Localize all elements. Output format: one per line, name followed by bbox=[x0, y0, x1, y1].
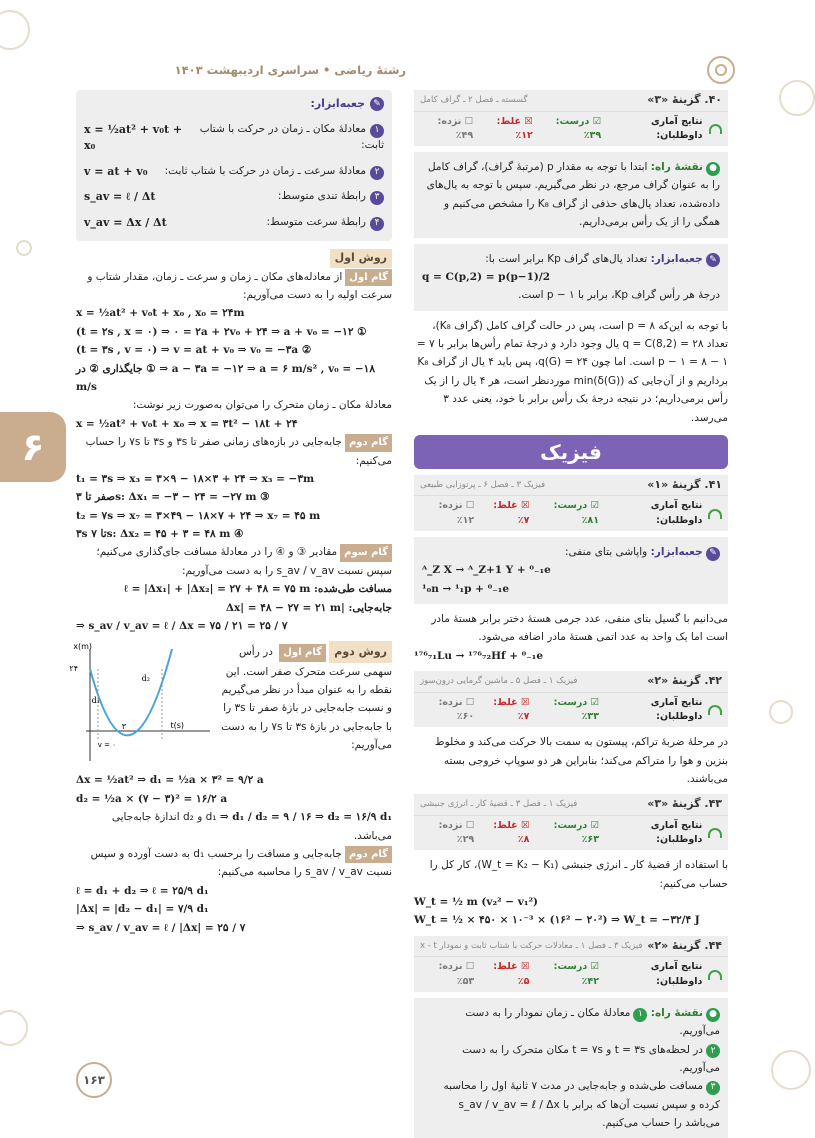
decorative-ring bbox=[0, 1010, 28, 1046]
roadmap-box: ●نقشهٔ راه: ابتدا با توجه به مقدار p (مرتبهٔ گراف)، گراف کامل را به عنوان گراف مرجع، در نظر می‌گیریم. سپس با توجه به یال‌های داده‌شده، تعداد یال‌های حذفی از گراف K₈ را مشخص می‌کنیم و همگی را از یک رأس برمی‌داریم. bbox=[414, 152, 728, 238]
stats-row: نتایج آماری داوطلبان: ☑ درست: ۳۳٪ ☒ غلط: ۷٪ ☐ نزده: ۶۰٪ bbox=[414, 693, 728, 728]
answer-header-42 bbox=[414, 671, 728, 727]
paragraph: معادلهٔ مکان ـ زمان متحرک را می‌توان به‌صورت زیر نوشت: bbox=[132, 399, 392, 412]
equation: ¹⁷⁶₇₁Lu → ¹⁷⁶₇₂Hf + ⁰₋₁e bbox=[414, 649, 544, 662]
wrench-icon: ✎ bbox=[370, 97, 384, 111]
step-number: ۲ bbox=[706, 1044, 720, 1058]
chapter-tab: ۶ bbox=[0, 412, 66, 482]
answer-title: ۴۱. گزینهٔ «۱» bbox=[647, 477, 722, 491]
blank-stat: ☐ نزده: ۲۹٪ bbox=[438, 819, 475, 845]
item-number: ۴ bbox=[370, 217, 384, 231]
equation: ⇒ s_av / v_av = ℓ / Δx = ۷۵ / ۲۱ = ۲۵ / ۷ bbox=[76, 620, 288, 632]
x-axis-label: t(s) bbox=[170, 721, 184, 731]
blank-stat: ☐ نزده: ۴۹٪ bbox=[437, 115, 474, 141]
step-tag: گام سوم bbox=[340, 544, 392, 562]
location-pin-icon: ● bbox=[706, 162, 720, 176]
wrong-stat: ☒ غلط: ۸٪ bbox=[493, 819, 530, 845]
parabola-curve bbox=[90, 649, 172, 735]
equation-note: ⇒ d₁ / d₂ = ۹ / ۱۶ ⇒ d₂ = ۱۶/۹ d₁ d₁ و d₂ اندازهٔ جابه‌جایی می‌باشد. bbox=[111, 811, 392, 842]
blank-stat: ☐ نزده: ۱۲٪ bbox=[438, 500, 475, 526]
topic-label: فیزیک ۳ ـ فصل ۱ ـ معادلات حرکت با شتاب ثابت و نمودار x - t bbox=[420, 940, 643, 951]
physics-section-banner: فیزیک bbox=[414, 435, 728, 469]
correct-stat: ☑ درست: ۳۹٪ bbox=[555, 115, 602, 141]
toolbox-title: جعبه‌ابزار: bbox=[310, 97, 365, 110]
answer-title: ۴۰. گزینهٔ «۳» bbox=[647, 93, 722, 106]
toolbox-formula: x = ½at² + v₀t + x₀ bbox=[84, 122, 183, 152]
equation: |Δx| = |d₂ − d₁| = ۷/۹ d₁ bbox=[76, 903, 209, 916]
roadmap-box-44: ●نقشهٔ راه: ۱معادلهٔ مکان ـ زمان نمودار را به دست می‌آوریم. ۲در لحظه‌های t = ۳s و t = ۷s مکان متحرک را به دست می‌آوریم. ۳مسافت طی‌شده و جابه‌جایی در مدت ۷ ثانیهٔ اول را محاسبه کرده و سپس نسبت آن‌ها که برابر با s_av / v_av = ℓ / Δx می‌باشد را حساب می‌کنیم. bbox=[414, 998, 728, 1138]
equation: جابه‌جایی: |Δx| = ۴۸ − ۲۷ = ۲۱ m bbox=[225, 601, 392, 614]
equation: t₁ = ۳s ⇒ x₃ = ۳×۹ − ۱۸×۳ + ۲۴ ⇒ x₃ = −۳m bbox=[76, 472, 315, 485]
equation: W_t = ½ m (v₂² − v₁²) bbox=[414, 896, 539, 908]
solution-text-43: با استفاده از قضیهٔ کار ـ انرژی جنبشی (W_t = K₂ − K₁)، کار کل را حساب می‌کنیم: bbox=[429, 859, 728, 890]
toolbox-formula: v = at + v₀ bbox=[84, 164, 148, 178]
method-2-block bbox=[69, 641, 392, 771]
topic-label: فیزیک ۱ ـ فصل ۳ ـ قضیهٔ کار ـ انرژی جنبشی bbox=[420, 799, 578, 810]
method-1-heading: روش اول bbox=[330, 249, 392, 268]
answer-title: ۴۴. گزینهٔ «۲» bbox=[647, 938, 722, 952]
vertex-label: v = ۰ bbox=[97, 741, 116, 750]
decorative-ring bbox=[771, 1050, 811, 1090]
step-3-text: گام سوممقادیر ③ و ④ را در معادلهٔ مسافت جای‌گذاری می‌کنیم؛ سپس نسبت s_av / v_av را به دست می‌آوریم: bbox=[96, 546, 392, 577]
toolbox-item-text: رابطهٔ تندی متوسط: bbox=[277, 190, 366, 203]
step-tag: گام دوم bbox=[345, 846, 392, 864]
wrench-icon: ✎ bbox=[706, 547, 720, 561]
toolbox-41: ✎ جعبه‌ابزار: واپاشی بتای منفی: ᴬ_Z X → ᴬ_Z+1 Y + ⁰₋₁e ¹₀n → ¹₁p + ⁰₋₁e bbox=[414, 537, 728, 604]
equation: W_t = ½ × ۴۵۰ × ۱۰⁻³ × (۱۶² − ۲۰²) ⇒ W_t = −۳۲/۴ J bbox=[414, 914, 700, 927]
right-column bbox=[414, 90, 728, 1138]
wrench-icon: ✎ bbox=[706, 253, 720, 267]
item-number: ۱ bbox=[370, 124, 384, 138]
answer-title: ۴۲. گزینهٔ «۲» bbox=[647, 674, 722, 688]
d2-label: d₂ bbox=[141, 674, 150, 684]
wrong-stat: ☒ غلط: ۵٪ bbox=[493, 961, 530, 987]
step-tag: گام دوم bbox=[345, 434, 392, 452]
equation: (t = ۲s , x = ۰) ⇒ ۰ = ۲a + ۲v₀ + ۲۴ ⇒ a + v₀ = −۱۲ ① bbox=[76, 325, 367, 338]
toolbox bbox=[76, 90, 392, 241]
item-number: ۳ bbox=[370, 191, 384, 205]
equation: ℓ = d₁ + d₂ ⇒ ℓ = ۲۵/۹ d₁ bbox=[76, 884, 209, 897]
step-2-text: گام دومجابه‌جایی و مسافت را برحسب d₁ به دست آورده و سپس نسبت s_av / v_av را محاسبه می‌کنیم: bbox=[90, 847, 392, 879]
equation: ⇒ s_av / v_av = ℓ / |Δx| = ۲۵ / ۷ bbox=[76, 921, 246, 934]
decorative-ring bbox=[16, 240, 32, 256]
signal-icon bbox=[708, 509, 722, 519]
correct-stat: ☑ درست: ۴۲٪ bbox=[553, 961, 600, 987]
y-axis-label: x(m) bbox=[73, 642, 92, 652]
stats-row: نتایج آماری داوطلبان: ☑ درست: ۸۱٪ ☒ غلط: ۷٪ ☐ نزده: ۱۲٪ bbox=[414, 496, 728, 531]
stats-row: نتایج آماری داوطلبان: ☑ درست: ۴۲٪ ☒ غلط: ۵٪ ☐ نزده: ۵۳٪ bbox=[414, 957, 728, 992]
topic-label: گسسته ـ فصل ۲ ـ گراف کامل bbox=[420, 94, 528, 105]
answer-title: ۴۳. گزینهٔ «۳» bbox=[647, 797, 722, 811]
step-number: ۱ bbox=[633, 1008, 647, 1022]
toolbox-item bbox=[84, 189, 384, 206]
toolbox-item-text: معادلهٔ مکان ـ زمان در حرکت با شتاب ثابت: bbox=[199, 123, 384, 151]
topic-label: فیزیک ۱ ـ فصل ۵ ـ ماشین گرمایی درون‌سوز bbox=[420, 676, 578, 686]
paragraph: در رأس سهمی سرعت متحرک صفر است. این نقطه را به عنوان مبدأ در نظر می‌گیریم و نسبت جابه‌جایی در بازهٔ صفر تا ۳s را با جابه‌جایی در بازهٔ ۳s تا ۷s را به دست می‌آوریم: bbox=[221, 646, 392, 752]
publisher-logo-icon bbox=[707, 56, 735, 84]
wrong-stat: ☒ غلط: ۷٪ bbox=[493, 500, 530, 526]
wrong-stat: ☒ غلط: ۱۲٪ bbox=[496, 115, 533, 141]
page-number: ۱۶۳ bbox=[76, 1062, 112, 1098]
toolbox-note: درجهٔ هر رأس گراف Kp، برابر با p − ۱ است. bbox=[518, 289, 720, 302]
answer-header-44 bbox=[414, 936, 728, 992]
step-1-text: گام اولاز معادله‌های مکان ـ زمان و سرعت ـ زمان، مقدار شتاب و سرعت اولیه را به دست می‌آوریم: bbox=[87, 270, 392, 301]
wrong-stat: ☒ غلط: ۷٪ bbox=[493, 696, 530, 722]
equation: ¹₀n → ¹₁p + ⁰₋₁e bbox=[422, 582, 510, 595]
toolbox-40: ✎ جعبه‌ابزار: تعداد یال‌های گراف Kp برابر است با: q = C(p,2) = p(p−1)/2 درجهٔ هر رأس گراف Kp، برابر با p − ۱ است. bbox=[414, 244, 728, 311]
method-2-heading: روش دوم bbox=[329, 641, 392, 662]
stats-row: نتایج آماری داوطلبان: ☑ درست: ۳۹٪ ☒ غلط: ۱۲٪ ☐ نزده: ۴۹٪ bbox=[414, 112, 728, 147]
x-tick-label: ۳ bbox=[121, 722, 126, 732]
equation: Δx = ½at² ⇒ d₁ = ½a × ۳² = ۹/۲ a bbox=[76, 774, 264, 787]
signal-icon bbox=[708, 970, 722, 980]
equation: (t = ۳s , v = ۰) ⇒ v = at + v₀ ⇒ v₀ = −۳a ② bbox=[76, 344, 312, 357]
signal-icon bbox=[709, 124, 722, 134]
solution-text-41: می‌دانیم با گسیل بتای منفی، عدد جرمی هستهٔ دختر برابر هستهٔ مادر است اما یک واحد به عدد اتمی هستهٔ مادر اضافه می‌شود. bbox=[431, 613, 728, 644]
correct-stat: ☑ درست: ۶۳٪ bbox=[553, 819, 600, 845]
toolbox-item bbox=[84, 122, 384, 155]
equation: t₂ = ۷s ⇒ x₇ = ۳×۴۹ − ۱۸×۷ + ۲۴ ⇒ x₇ = ۴۵ m bbox=[76, 509, 321, 522]
signal-icon bbox=[708, 705, 722, 715]
answer-header-41 bbox=[414, 475, 728, 531]
toolbox-item-text: رابطهٔ سرعت متوسط: bbox=[266, 215, 366, 228]
toolbox-item bbox=[84, 215, 384, 232]
correct-stat: ☑ درست: ۸۱٪ bbox=[553, 500, 600, 526]
topic-label: فیزیک ۳ ـ فصل ۶ ـ پرتوزایی طبیعی bbox=[420, 479, 546, 490]
correct-stat: ☑ درست: ۳۳٪ bbox=[553, 696, 600, 722]
toolbox-formula: s_av = ℓ / Δt bbox=[84, 190, 156, 203]
d1-label: d₁ bbox=[91, 696, 100, 706]
location-pin-icon: ● bbox=[706, 1008, 720, 1022]
stats-row: نتایج آماری داوطلبان: ☑ درست: ۶۳٪ ☒ غلط: ۸٪ ☐ نزده: ۲۹٪ bbox=[414, 816, 728, 851]
equation: صفر تا ۳s: Δx₁ = −۳ − ۲۴ = −۲۷ m ③ bbox=[76, 491, 270, 504]
answer-header-43 bbox=[414, 794, 728, 850]
blank-stat: ☐ نزده: ۵۳٪ bbox=[438, 961, 475, 987]
toolbox-item bbox=[84, 164, 384, 181]
left-column bbox=[69, 90, 392, 937]
signal-icon bbox=[708, 828, 722, 838]
equation: جایگذاری ② در ① ⇒ a − ۳a = −۱۲ ⇒ a = ۶ m/s² , v₀ = −۱۸ m/s bbox=[76, 362, 375, 393]
blank-stat: ☐ نزده: ۶۰٪ bbox=[438, 696, 475, 722]
toolbox-item-text: معادلهٔ سرعت ـ زمان در حرکت با شتاب ثابت: bbox=[164, 164, 366, 177]
position-time-graph bbox=[69, 641, 216, 771]
decorative-ring bbox=[779, 80, 815, 116]
equation: x = ½at² + v₀t + x₀ , x₀ = ۲۴m bbox=[76, 307, 245, 320]
page-header-title: رشتهٔ ریاضی • سراسری اردیبهشت ۱۴۰۳ bbox=[174, 63, 406, 77]
answer-header-40 bbox=[414, 90, 728, 146]
equation: d₂ = ½a × (۷ − ۳)² = ۱۶/۲ a bbox=[76, 792, 228, 805]
equation: q = C(p,2) = p(p−1)/2 bbox=[422, 270, 551, 283]
equation: ᴬ_Z X → ᴬ_Z+1 Y + ⁰₋₁e bbox=[422, 564, 551, 577]
solution-text-42: در مرحلهٔ ضربهٔ تراکم، پیستون به سمت بالا حرکت می‌کند و مخلوط بنزین و هوا را متراکم می‌کند؛ بنابراین هر دو سوپاپ خروجی بسته می‌باشند. bbox=[434, 736, 728, 785]
step-tag: گام اول bbox=[279, 644, 326, 662]
y-tick-label: ۲۴ bbox=[69, 664, 78, 674]
step-number: ۳ bbox=[706, 1081, 720, 1095]
step-2-text: گام دومجابه‌جایی در بازه‌های زمانی صفر تا ۳s و ۳s تا ۷s را حساب می‌کنیم: bbox=[85, 436, 392, 467]
decorative-ring bbox=[0, 10, 30, 50]
equation: x = ½at² + v₀t + x₀ ⇒ x = ۳t² − ۱۸t + ۲۴ bbox=[76, 417, 298, 430]
decorative-ring bbox=[769, 700, 793, 724]
toolbox-formula: v_av = Δx / Δt bbox=[84, 215, 167, 229]
equation: ۳s تا ۷s: Δx₂ = ۴۵ + ۳ = ۴۸ m ④ bbox=[76, 528, 244, 540]
solution-text-40: با توجه به این‌که p = ۸ است، پس در حالت گراف کامل (گراف K₈)، تعداد q = C(8,2) = ۲۸ یال وجود دارد و درجهٔ تمام رأس‌ها برابر با ۷ = ۱ − ۸ = p − ۱ است. اما چون q(G) = ۲۴، پس باید ۴ یال از گراف K₈ برداریم و از آن‌جایی که min(δ(G)) موردنظر است، هر ۴ یال را از یک رأس برمی‌داریم؛ در نتیجه درجهٔ یک رأس برابر با خود، یعنی عدد ۳ می‌رسد. bbox=[416, 319, 728, 424]
step-tag: گام اول bbox=[345, 269, 392, 287]
equation: مسافت طی‌شده: ℓ = |Δx₁| + |Δx₂| = ۲۷ + ۴۸ = ۷۵ m bbox=[123, 583, 392, 596]
item-number: ۲ bbox=[370, 166, 384, 180]
